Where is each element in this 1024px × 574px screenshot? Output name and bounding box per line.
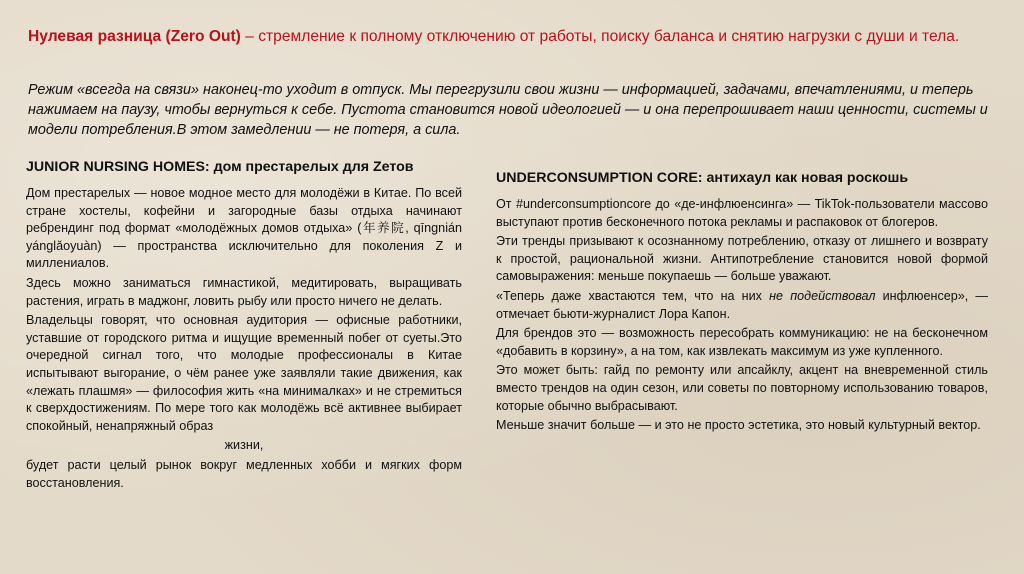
lead-paragraph: Режим «всегда на связи» наконец-то уходит в отпуск. Мы перегрузили свои жизни — информацией, задачами, впечатлениями, и теперь нажимаем на паузу, чтобы вернуться к себе. Пустота становится новой идеологией — и она перепрошивает наши ценности, системы и модели потребления.В этом замедлении — не потеря, а сила. (28, 82, 988, 138)
right-paragraph-3 (496, 288, 988, 323)
right-paragraph-2: Эти тренды призывают к осознанному потреблению, отказу от лишнего и возврату к простой, рациональной жизни. Антипотребление становится новой формой самовыражения: меньше покупаешь — больше уважают. (496, 234, 988, 284)
left-paragraph-4: будет расти целый рынок вокруг медленных хобби и мягких форм восстановления. (26, 457, 462, 490)
quote-end: инфлюенсер», — отмечает бьюти-журналист Лора Капон. (496, 288, 988, 321)
left-column-title: JUNIOR NURSING HOMES: дом престарелых для Zетов (26, 159, 414, 175)
quote-italic: не подействовал (769, 288, 876, 303)
header-definition: – стремление к полному отключению от работы, поиску баланса и снятию нагрузки с души и тела. (240, 28, 960, 45)
right-paragraph-1: От #underconsumptioncore до «де-инфлюенсинга» — TikTok-пользователи массово выступают против бесконечного потока рекламы и распаковок от блогеров. (496, 197, 988, 229)
left-paragraph-2: Здесь можно заниматься гимнастикой, медитировать, выращивать растения, играть в маджонг, ловить рыбу или просто ничего не делать. (26, 275, 462, 308)
right-column-title: UNDERCONSUMPTION CORE: антихаул как новая роскошь (496, 170, 909, 186)
header (28, 26, 996, 47)
left-column (26, 158, 462, 494)
right-paragraph-5: Это может быть: гайд по ремонту или апсайклу, акцент на вневременной стиль вместо трендов на один сезон, или советы по повторному использованию товаров, которые обычно выбрасывают. (496, 363, 988, 413)
right-paragraph-6: Меньше значит больше — и это не просто эстетика, это новый культурный вектор. (496, 418, 981, 433)
left-paragraph-3-end: жизни, (224, 438, 264, 453)
header-term: Нулевая разница (Zero Out) (28, 28, 241, 45)
right-paragraph-4: Для брендов это — возможность пересобрать коммуникацию: не на бесконечном «добавить в корзину», а на том, как извлекать максимум из уже купленного. (496, 326, 988, 358)
right-column (496, 169, 988, 437)
quote-start: «Теперь даже хвастаются тем, что на них (496, 288, 770, 303)
left-paragraph-1: Дом престарелых — новое модное место для молодёжи в Китае. По всей стране хостелы, кофейни и загородные базы отдыха начинают ребрендинг под формат «молодёжных домов отдыха» (年养院, qīngnián yánglǎoyuàn) — пространства исключительно для поколения Z и миллениалов. (26, 186, 462, 271)
left-paragraph-3: Владельцы говорят, что основная аудитория — офисные работники, уставшие от городского ритма и ищущие временный побег от суеты.Это очередной сигнал того, что молодые профессионалы в Китае испытывают выгорание, о чём ранее уже заявляли такие движения, как «лежать плашмя» — философия жить «на минималках» и не стремиться к сверхдостижениям. По мере того как молодёжь всё активнее выбирает спокойный, ненапряжный образ (26, 313, 462, 433)
